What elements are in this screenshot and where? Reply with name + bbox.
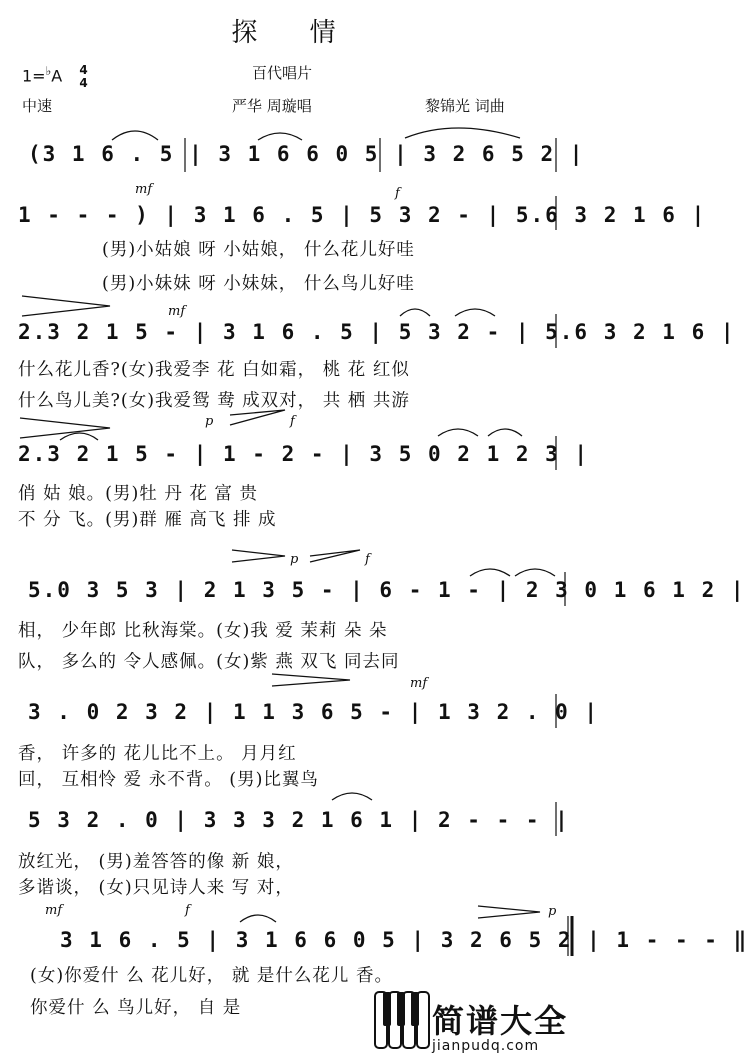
lyrics-2-b: (男)小妹妹 呀 小妹妹， 什么鸟儿好哇 bbox=[102, 274, 415, 294]
lyrics-6-a: 香， 许多的 花儿比不上。 月月红 bbox=[18, 744, 297, 764]
dynamic-mf-1: mf bbox=[135, 182, 153, 197]
dynamic-mf-3: mf bbox=[410, 676, 428, 691]
key-prefix: 1= bbox=[22, 66, 46, 86]
dynamic-f-2: f bbox=[290, 414, 295, 429]
lyrics-7-a: 放红光， (男)羞答答的像 新 娘， bbox=[18, 852, 294, 872]
dynamic-p-2: p bbox=[290, 552, 299, 567]
lyrics-7-b: 多谐谈， (女)只见诗人来 写 对， bbox=[18, 878, 294, 898]
dynamic-p-3: p bbox=[548, 904, 557, 919]
key-note: A bbox=[51, 66, 63, 86]
notation-line-4: 2.3 2 1 5 - | 1 - 2 - | 3 5 0 2 1 2 3 | bbox=[18, 442, 590, 466]
lyrics-4-a: 俏 姑 娘。(男)牡 丹 花 富 贵 bbox=[18, 484, 259, 504]
notation-line-1: (3 1 6 . 5 | 3 1 6 6 0 5 | 3 2 6 5 2 | bbox=[28, 142, 585, 166]
credits: 黎锦光 词曲 bbox=[425, 97, 505, 115]
piano-keys-icon bbox=[373, 990, 433, 1050]
logo-url: jianpudq.com bbox=[432, 1038, 540, 1054]
lyrics-2-a: (男)小姑娘 呀 小姑娘， 什么花儿好哇 bbox=[102, 240, 415, 260]
dynamic-f-3: f bbox=[365, 552, 370, 567]
dynamic-mf-2: mf bbox=[168, 304, 186, 319]
lyrics-3-b: 什么鸟儿美?(女)我爱鸳 鸯 成双对， 共 栖 共游 bbox=[18, 391, 410, 411]
song-title: 探 情 bbox=[231, 18, 358, 48]
lyrics-5-a: 相， 少年郎 比秋海棠。(女)我 爱 茉莉 朵 朵 bbox=[18, 621, 388, 641]
notation-line-2: 1 - - - ) | 3 1 6 . 5 | 5 3 2 - | 5.6 3 2 1 6 | bbox=[18, 203, 707, 227]
dynamic-mf-4: mf bbox=[45, 903, 63, 918]
time-signature bbox=[79, 64, 87, 90]
notation-line-5: 5.0 3 5 3 | 2 1 3 5 - | 6 - 1 - | 2 3 0 1 6 1 2 | bbox=[28, 578, 746, 602]
key-signature bbox=[22, 64, 88, 90]
tempo-marking: 中速 bbox=[22, 97, 53, 115]
record-label: 百代唱片 bbox=[252, 64, 313, 82]
lyrics-3-a: 什么花儿香?(女)我爱李 花 白如霜， 桃 花 红似 bbox=[18, 360, 410, 380]
notation-line-3: 2.3 2 1 5 - | 3 1 6 . 5 | 5 3 2 - | 5.6 3 2 1 6 | bbox=[18, 320, 736, 344]
lyrics-5-b: 队， 多么的 令人感佩。(女)紫 燕 双飞 同去同 bbox=[18, 652, 400, 672]
time-top: 4 bbox=[79, 63, 88, 77]
notation-line-7: 5 3 2 . 0 | 3 3 3 2 1 6 1 | 2 - - - | bbox=[28, 808, 570, 832]
logo-name: 简谱大全 bbox=[432, 1002, 569, 1040]
singers: 严华 周璇唱 bbox=[232, 97, 312, 115]
time-bottom: 4 bbox=[79, 76, 88, 90]
dynamic-f-4: f bbox=[185, 903, 190, 918]
notation-line-6: 3 . 0 2 3 2 | 1 1 3 6 5 - | 1 3 2 . 0 | bbox=[28, 700, 600, 724]
lyrics-8-a: (女)你爱什 么 花儿好， 就 是什么花儿 香。 bbox=[30, 966, 393, 986]
notation-line-8: 3 1 6 . 5 | 3 1 6 6 0 5 | 3 2 6 5 2 | 1 - - - ‖ bbox=[60, 928, 748, 952]
dynamic-f-1: f bbox=[395, 186, 400, 201]
lyrics-4-b: 不 分 飞。(男)群 雁 高飞 排 成 bbox=[18, 510, 277, 530]
lyrics-8-b: 你爱什 么 鸟儿好， 自 是 bbox=[30, 998, 242, 1018]
dynamic-p-1: p bbox=[205, 414, 214, 429]
lyrics-6-b: 回， 互相怜 爱 永不背。 (男)比翼鸟 bbox=[18, 770, 319, 790]
flat-symbol: ♭ bbox=[45, 64, 52, 79]
